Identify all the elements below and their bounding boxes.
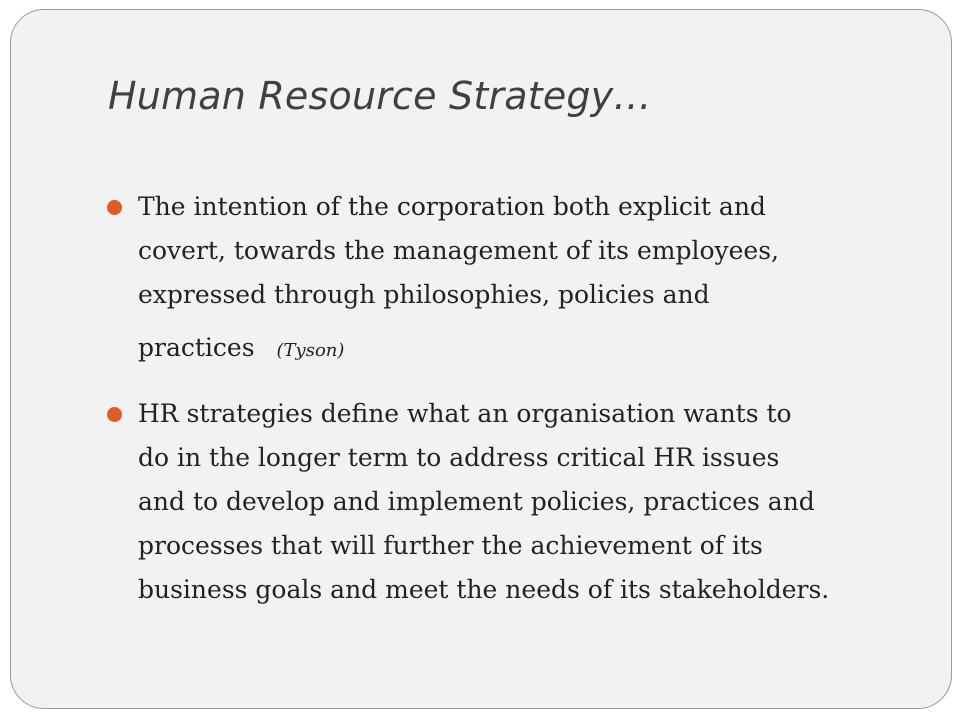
bullet-line: HR strategies define what an organisation wants to [138, 399, 792, 428]
bullet-line: business goals and meet the needs of its stakeholders. [138, 575, 830, 604]
bullet-line: The intention of the corporation both explicit and [138, 192, 766, 221]
citation: (Tyson) [276, 340, 345, 361]
bullet-line: covert, towards the management of its employees, [138, 236, 780, 265]
bullet-line: processes that will further the achievement of its [138, 531, 763, 560]
bullet-line: do in the longer term to address critical HR issues [138, 443, 780, 472]
bullet-line-with-citation [138, 317, 906, 382]
slide-title: Human Resource Strategy… [108, 74, 652, 118]
bullet-list [106, 185, 906, 612]
bullet-item [106, 392, 906, 612]
bullet-dot-icon [107, 200, 122, 215]
bullet-item [106, 185, 906, 382]
bullet-line: expressed through philosophies, policies and [138, 280, 710, 309]
bullet-dot-icon [107, 407, 122, 422]
bullet-line: practices [138, 333, 255, 362]
bullet-line: and to develop and implement policies, practices and [138, 487, 815, 516]
